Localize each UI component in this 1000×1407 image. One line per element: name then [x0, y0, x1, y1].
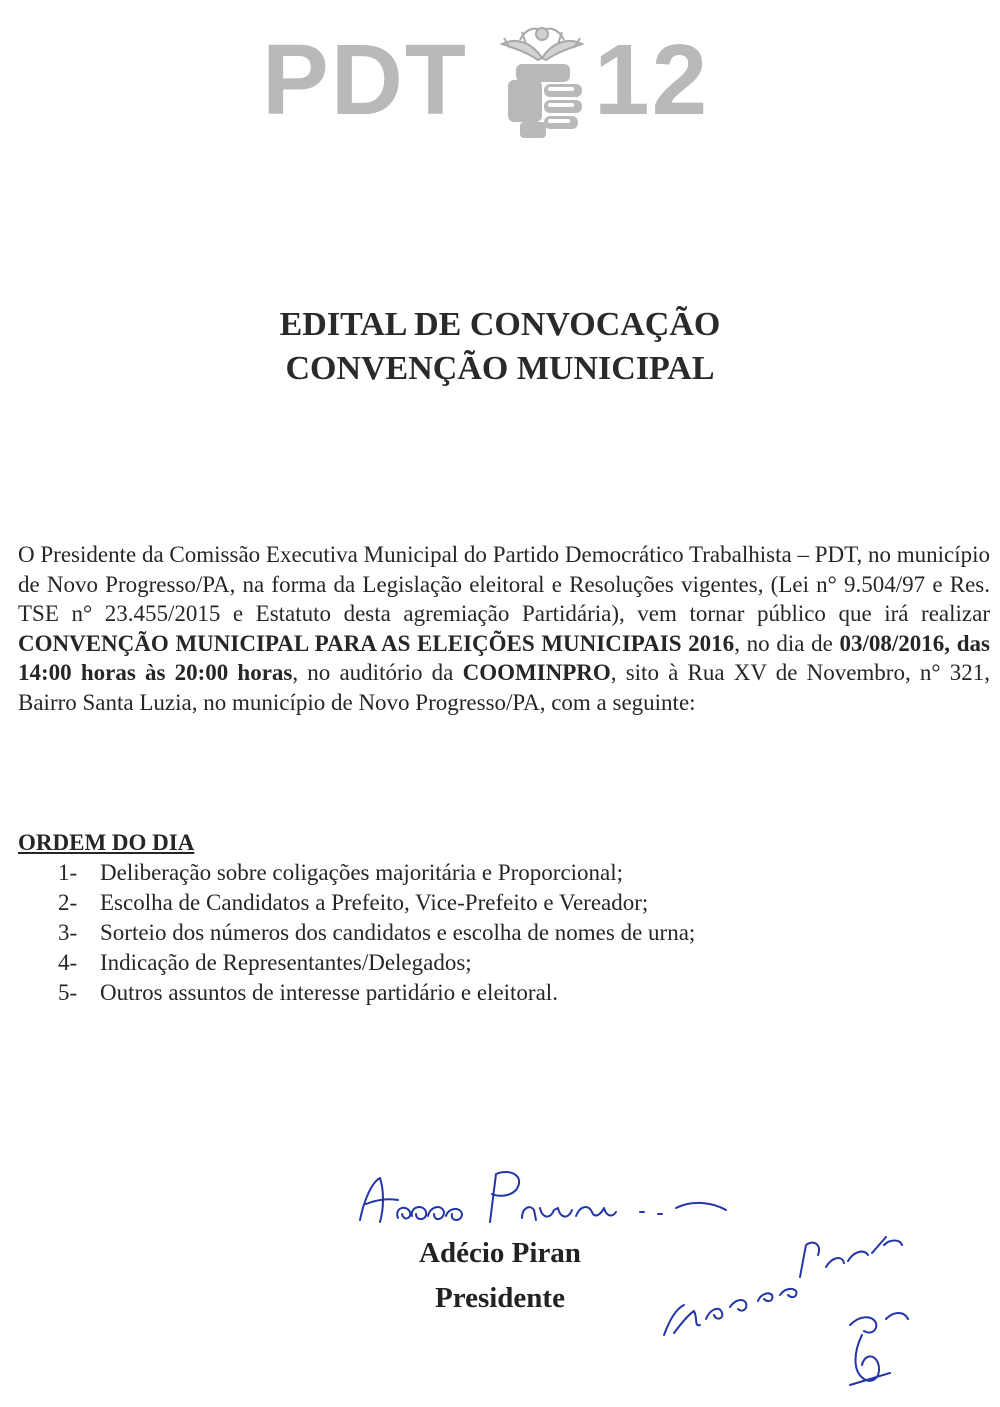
logo-text-12: 12 — [594, 24, 710, 136]
body-bold-venue: COOMINPRO — [462, 660, 611, 685]
body-text-1: O Presidente da Comissão Executiva Municipal do Partido Democrático Trabalhista – PDT, no município de Novo Progresso/PA, na forma da Legislação eleitoral e Resoluções vigentes, (Lei n° 9.504/97 e Res. TSE n° 23.455/2015 e Estatuto desta agremiação Partidária), vem tornar público que irá realizar — [18, 542, 990, 626]
agenda-item-number: 3- — [58, 920, 78, 945]
agenda-item-text: Escolha de Candidatos a Prefeito, Vice-Prefeito e Vereador; — [100, 890, 649, 915]
document-title-line-2: CONVENÇÃO MUNICIPAL — [285, 350, 715, 387]
handwritten-receipt-note — [650, 1215, 950, 1395]
signatory-role: Presidente — [435, 1282, 565, 1314]
document-title-line-1: EDITAL DE CONVOCAÇÃO — [279, 306, 721, 343]
agenda-item-text: Deliberação sobre coligações majoritária e Proporcional; — [100, 860, 624, 885]
body-bold-convention: CONVENÇÃO MUNICIPAL PARA AS ELEIÇÕES MUNICIPAIS 2016 — [18, 630, 735, 656]
agenda-item-text: Indicação de Representantes/Delegados; — [100, 950, 472, 975]
body-text-3: , no auditório da — [292, 660, 463, 685]
agenda-item-text: Sorteio dos números dos candidatos e escolha de nomes de urna; — [100, 920, 696, 945]
agenda-item-number: 2- — [58, 890, 78, 915]
convocation-paragraph — [18, 540, 990, 717]
agenda-item — [58, 978, 695, 1008]
body-bold-date-time: 03/08/2016, das 14:00 horas às 20:00 horas — [18, 630, 990, 685]
agenda-item-number: 1- — [58, 860, 78, 885]
agenda-list — [58, 858, 695, 1008]
agenda-heading: ORDEM DO DIA — [18, 830, 195, 855]
body-text-4: , sito à Rua XV de Novembro, n° 321, Bairro Santa Luzia, no município de Novo Progresso/PA, com a seguinte: — [18, 660, 991, 715]
body-text-2: , no dia de — [734, 630, 840, 656]
agenda-item-text: Outros assuntos de interesse partidário e eleitoral. — [100, 980, 558, 1005]
agenda-item — [58, 888, 695, 918]
agenda-item-number: 5- — [58, 980, 78, 1005]
agenda-item — [58, 858, 695, 888]
logo-text-pdt: PDT — [262, 24, 468, 136]
agenda-item — [58, 918, 695, 948]
signatory-name: Adécio Piran — [419, 1237, 581, 1269]
pdt-rose-fist-emblem-icon — [490, 18, 594, 140]
agenda-item — [58, 948, 695, 978]
pdt-12-logo — [258, 18, 778, 140]
agenda-item-number: 4- — [58, 950, 78, 975]
